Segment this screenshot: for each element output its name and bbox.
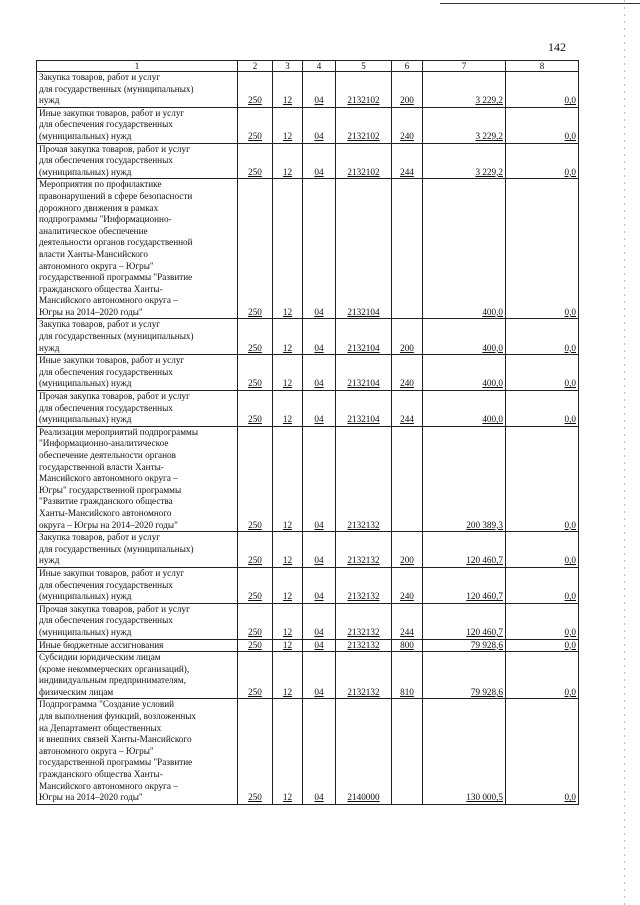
subsection-code: 04 [303,426,336,531]
target-code: 2132132 [336,639,392,652]
expense-type-code: 240 [392,107,423,143]
expense-type-code: 800 [392,639,423,652]
ministry-code: 250 [238,72,273,108]
section-code: 12 [273,391,303,427]
amount: 3 229,2 [423,143,506,179]
section-code: 12 [273,72,303,108]
ministry-code: 250 [238,639,273,652]
amount: 120 460,7 [423,567,506,603]
amount-secondary: 0,0 [506,426,579,531]
amount: 400,0 [423,355,506,391]
section-code: 12 [273,567,303,603]
top-rule [440,3,640,4]
table-row [37,699,579,804]
table-row [37,107,579,143]
header-row [37,61,579,72]
target-code: 2132132 [336,426,392,531]
ministry-code: 250 [238,603,273,639]
target-code: 2132132 [336,532,392,568]
amount-secondary: 0,0 [506,532,579,568]
amount: 3 229,2 [423,107,506,143]
subsection-code: 04 [303,72,336,108]
table-row [37,603,579,639]
section-code: 12 [273,639,303,652]
ministry-code: 250 [238,355,273,391]
table-row [37,532,579,568]
expense-type-code: 244 [392,391,423,427]
row-description: Иные закупки товаров, работ и услуг для обеспечения государственных (муниципальных) нужд [37,107,238,143]
section-code: 12 [273,699,303,804]
expense-type-code: 200 [392,319,423,355]
amount: 79 928,6 [423,652,506,699]
expense-type-code: 244 [392,143,423,179]
subsection-code: 04 [303,355,336,391]
column-header: 6 [392,61,423,72]
ministry-code: 250 [238,319,273,355]
ministry-code: 250 [238,652,273,699]
row-description: Закупка товаров, работ и услуг для государственных (муниципальных) нужд [37,72,238,108]
expense-type-code [392,426,423,531]
amount-secondary: 0,0 [506,699,579,804]
ministry-code: 250 [238,532,273,568]
ministry-code: 250 [238,391,273,427]
section-code: 12 [273,107,303,143]
ministry-code: 250 [238,107,273,143]
amount: 400,0 [423,391,506,427]
ministry-code: 250 [238,426,273,531]
table-row [37,355,579,391]
section-code: 12 [273,652,303,699]
target-code: 2132132 [336,567,392,603]
ministry-code: 250 [238,179,273,319]
subsection-code: 04 [303,639,336,652]
budget-table [36,60,579,805]
column-header: 3 [273,61,303,72]
subsection-code: 04 [303,107,336,143]
row-description: Подпрограмма "Создание условий для выполнения функций, возложенных на Департамент общественных и внешних связей Ханты-Мансийского автономного округа – Югры" государственной программы "Развитие гражданского общества Ханты- Мансийского автономного округа – Югры на 2014–2020 годы" [37,699,238,804]
column-header: 1 [37,61,238,72]
target-code: 2132132 [336,652,392,699]
page-number: 142 [548,40,566,54]
amount-secondary: 0,0 [506,107,579,143]
subsection-code: 04 [303,603,336,639]
section-code: 12 [273,319,303,355]
row-description: Иные закупки товаров, работ и услуг для обеспечения государственных (муниципальных) нужд [37,355,238,391]
target-code: 2132102 [336,143,392,179]
subsection-code: 04 [303,652,336,699]
table-row [37,143,579,179]
amount-secondary: 0,0 [506,567,579,603]
row-description: Прочая закупка товаров, работ и услуг для обеспечения государственных (муниципальных) нужд [37,143,238,179]
expense-type-code [392,699,423,804]
expense-type-code: 240 [392,567,423,603]
target-code: 2132132 [336,603,392,639]
amount: 120 460,7 [423,532,506,568]
expense-type-code: 810 [392,652,423,699]
row-description: Иные закупки товаров, работ и услуг для обеспечения государственных (муниципальных) нужд [37,567,238,603]
row-description: Закупка товаров, работ и услуг для государственных (муниципальных) нужд [37,532,238,568]
section-code: 12 [273,532,303,568]
amount: 120 460,7 [423,603,506,639]
subsection-code: 04 [303,532,336,568]
subsection-code: 04 [303,143,336,179]
section-code: 12 [273,143,303,179]
scan-edge [624,0,625,905]
table-row [37,639,579,652]
table-row [37,72,579,108]
row-description: Закупка товаров, работ и услуг для государственных (муниципальных) нужд [37,319,238,355]
amount: 3 229,2 [423,72,506,108]
section-code: 12 [273,179,303,319]
table-row [37,426,579,531]
column-header: 4 [303,61,336,72]
table-row [37,652,579,699]
target-code: 2132102 [336,107,392,143]
target-code: 2132104 [336,355,392,391]
table-row [37,179,579,319]
amount-secondary: 0,0 [506,72,579,108]
table-row [37,391,579,427]
ministry-code: 250 [238,699,273,804]
expense-type-code [392,179,423,319]
amount-secondary: 0,0 [506,355,579,391]
amount: 79 928,6 [423,639,506,652]
column-header: 8 [506,61,579,72]
ministry-code: 250 [238,567,273,603]
amount: 130 000,5 [423,699,506,804]
section-code: 12 [273,426,303,531]
row-description: Иные бюджетные ассигнования [37,639,238,652]
subsection-code: 04 [303,391,336,427]
target-code: 2140000 [336,699,392,804]
amount: 400,0 [423,179,506,319]
target-code: 2132104 [336,179,392,319]
target-code: 2132104 [336,319,392,355]
subsection-code: 04 [303,699,336,804]
table-row [37,319,579,355]
amount-secondary: 0,0 [506,603,579,639]
amount-secondary: 0,0 [506,179,579,319]
amount-secondary: 0,0 [506,143,579,179]
row-description: Мероприятия по профилактике правонарушений в сфере безопасности дорожного движения в рамках подпрограммы "Информационно- аналитическое обеспечение деятельности органов государственной власти Ханты-Мансийского автономного округа – Югры" государственной программы "Развитие гражданского общества Ханты- Мансийского автономного округа – Югры на 2014–2020 годы" [37,179,238,319]
subsection-code: 04 [303,319,336,355]
expense-type-code: 200 [392,532,423,568]
subsection-code: 04 [303,179,336,319]
amount-secondary: 0,0 [506,391,579,427]
column-header: 2 [238,61,273,72]
amount-secondary: 0,0 [506,639,579,652]
target-code: 2132102 [336,72,392,108]
amount-secondary: 0,0 [506,319,579,355]
column-header: 5 [336,61,392,72]
row-description: Реализация мероприятий подпрограммы "Информационно-аналитическое обеспечение деятельности органов государственной власти Ханты- Мансийского автономного округа – Югры" государственной программы "Развитие гражданского общества Ханты-Мансийского автономного округа – Югры на 2014–2020 годы" [37,426,238,531]
column-header: 7 [423,61,506,72]
expense-type-code: 200 [392,72,423,108]
target-code: 2132104 [336,391,392,427]
amount-secondary: 0,0 [506,652,579,699]
row-description: Прочая закупка товаров, работ и услуг для обеспечения государственных (муниципальных) нужд [37,391,238,427]
subsection-code: 04 [303,567,336,603]
table-row [37,567,579,603]
expense-type-code: 240 [392,355,423,391]
amount: 400,0 [423,319,506,355]
row-description: Субсидии юридическим лицам (кроме некоммерческих организаций), индивидуальным предпринимателям, физическим лицам [37,652,238,699]
expense-type-code: 244 [392,603,423,639]
amount: 200 389,3 [423,426,506,531]
section-code: 12 [273,355,303,391]
row-description: Прочая закупка товаров, работ и услуг для обеспечения государственных (муниципальных) нужд [37,603,238,639]
section-code: 12 [273,603,303,639]
ministry-code: 250 [238,143,273,179]
